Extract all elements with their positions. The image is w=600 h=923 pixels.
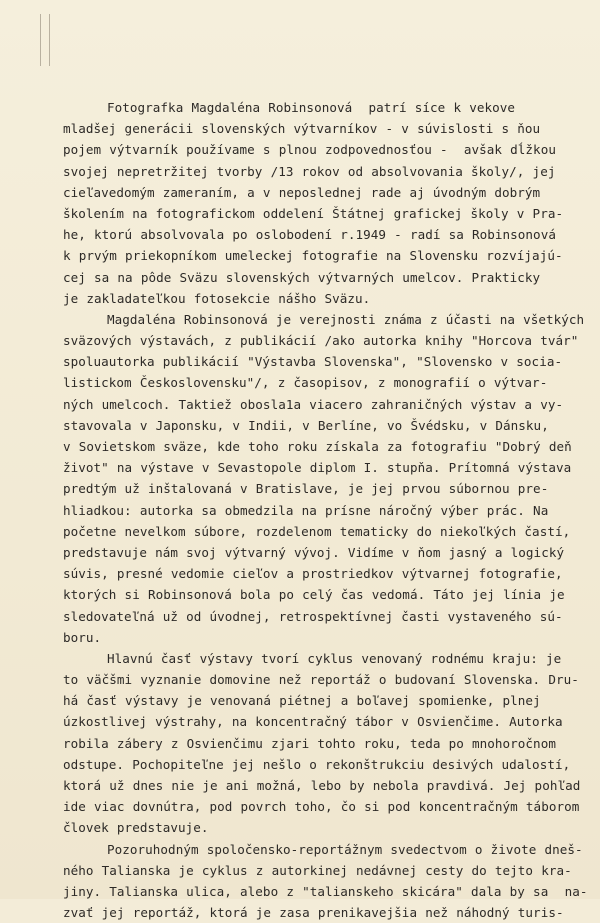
text-line: spoluautorka publikácií "Výstavba Slovenska", "Slovensko v socia- [63, 354, 563, 370]
text-line: boru. [63, 629, 102, 645]
text-line: v Sovietskom sväze, kde toho roku získala za fotografiu "Dobrý deň [63, 439, 572, 454]
text-line: sväzových výstavách, z publikácií /ako autorka knihy "Horcova tvár" [63, 333, 579, 349]
text-line: ktorá už dnes nie je ani možná, lebo by nebola pravdivá. Jej pohľad [63, 778, 581, 793]
text-line: he, ktorú absolvovala po oslobodení r.1949 - radí sa Robinsonová [63, 227, 556, 243]
text-line: cej sa na pôde Sväzu slovenských výtvarných umelcov. Prakticky [63, 269, 541, 285]
text-line: je zakladateľkou fotosekcie nášho Sväzu. [63, 290, 371, 306]
text-line: pojem výtvarník používame s plnou zodpovednosťou - avšak dĺžkou [63, 142, 556, 158]
text-line: robila zábery z Osvienčimu zjari tohto roku, teda po mnohoročnom [63, 735, 556, 751]
text-line: jiny. Talianska ulica, alebo z "talianskeho skicára" dala by sa na- [63, 883, 588, 899]
text-line: úzkostlivej výstrahy, na koncentračný tábor v Osvienčime. Autorka [63, 714, 563, 730]
text-line: ide viac dovnútra, pod povrch toho, čo si pod koncentračným táborom [63, 799, 580, 815]
text-line: hliadkou: autorka sa obmedzila na prísne náročný výber prác. Na [63, 502, 549, 518]
text-line: predstavuje nám svoj výtvarný vývoj. Vidíme v ňom jasný a logický [63, 544, 565, 560]
text-line: zvať jej reportáž, ktorá je zasa prenikavejšia než náhodný turis- [63, 905, 564, 921]
binding-mark-right [49, 14, 50, 66]
text-line: listickom Československu"/, z časopisov, z monografií o výtvar- [63, 375, 548, 391]
text-line: k prvým priekopníkom umeleckej fotografie na Slovensku rozvíjajú- [63, 248, 563, 264]
text-line: sledovateľná už od úvodnej, retrospektívnej časti vystaveného sú- [63, 608, 563, 624]
text-line: školením na fotografickom oddelení Štátnej grafickej školy v Pra- [63, 205, 564, 221]
text-line: cieľavedomým zameraním, a v neposlednej rade aj úvodným dobrým [63, 184, 541, 200]
text-line: mladšej generácii slovenských výtvarníkov - v súvislosti s ňou [63, 121, 541, 137]
document-body [0, 97, 600, 923]
text-line: stavovala v Japonsku, v Indii, v Berlíne, vo Švédsku, v Dánsku, [63, 417, 549, 433]
text-line: súvis, presné vedomie cieľov a prostriedkov výtvarnej fotografie, [63, 566, 563, 582]
text-line: ného Talianska je cyklus z autorkinej nedávnej cesty do tejto kra- [63, 862, 572, 878]
text-line: Hlavnú časť výstavy tvorí cyklus venovaný rodnému kraju: je [107, 650, 562, 666]
text-line: Pozoruhodným spoločensko-reportážnym svedectvom o živote dneš- [107, 841, 583, 857]
text-line: početne nevelkom súbore, rozdelenom tematicky do niekoľkých častí, [63, 523, 571, 539]
binding-mark-left [40, 14, 41, 66]
text-line: život" na výstave v Sevastopole diplom I. stupňa. Prítomná výstava [63, 460, 572, 476]
text-line: ných umelcoch. Taktiež obosla1a viacero zahraničných výstav a vy- [63, 396, 564, 412]
text-line: ktorých si Robinsonová bola po celý čas vedomá. Táto jej línia je [63, 587, 565, 603]
text-line: človek predstavuje. [63, 820, 209, 836]
text-line: Fotografka Magdaléna Robinsonová patrí síce k vekove [107, 100, 515, 115]
text-line: svojej nepretržitej tvorby /13 rokov od absolvovania školy/, jej [63, 163, 556, 179]
text-line: Magdaléna Robinsonová je verejnosti známa z účasti na všetkých [107, 311, 585, 327]
text-line: predtým už inštalovaná v Bratislave, je jej prvou súbornou pre- [63, 481, 549, 497]
text-line: to väčšmi vyznanie domovine než reportáž o budovaní Slovenska. Dru- [63, 672, 579, 688]
text-line: odstupe. Pochopiteľne jej nešlo o rekonštrukciu desivých udalostí, [63, 756, 571, 772]
text-line: há časť výstavy je venovaná piétnej a boľavej spomienke, plnej [63, 693, 541, 709]
